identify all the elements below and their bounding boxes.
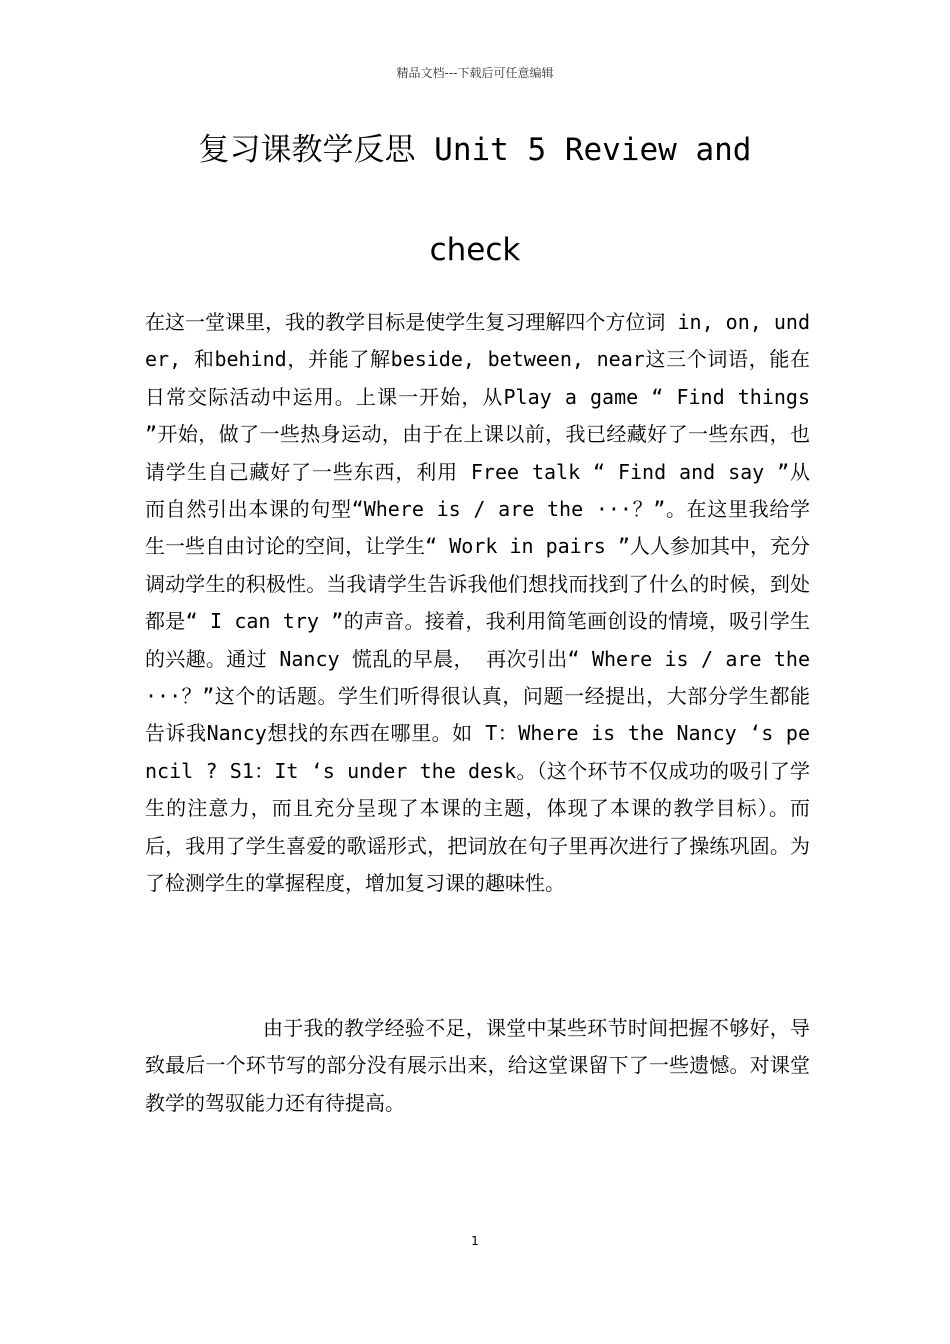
body-paragraph-1: 在这一堂课里，我的教学目标是使学生复习理解四个方位词 in, on, under, 和behind，并能了解beside, between, near这三个词语，能在日常交际活动中运用。上课一开始，从Play a game “ Find things ”开始，做了一些热身运动，由于在上课以前，我已经藏好了一些东西，也请学生自己藏好了一些东西，利用 Free talk “ Find and say ”从而自然引出本课的句型“Where is / are the ···？”。在这里我给学生一些自由讨论的空间，让学生“ Work in pairs ”人人参加其中，充分调动学生的积极性。当我请学生告诉我他们想找而找到了什么的时候，到处都是“ I can try ”的声音。接着，我利用简笔画创设的情境，吸引学生的兴趣。通过 Nancy 慌乱的早晨， 再次引出“ Where is / are the ···？”这个的话题。学生们听得很认真，问题一经提出，大部分学生都能告诉我Nancy想找的东西在哪里。如 T：Where is the Nancy ‘s pencil ? S1：It ‘s under the desk。（这个环节不仅成功的吸引了学生的注意力，而且充分呈现了本课的主题，体现了本课的教学目标）。而后，我用了学生喜爱的歌谣形式，把词放在句子里再次进行了操练巩固。为了检测学生的掌握程度，增加复习课的趣味性。 (145, 310, 810, 896)
page-number: 1 (471, 1234, 479, 1248)
document-title-continued: check (429, 232, 521, 268)
document-title: 复习课教学反思 Unit 5 Review and (198, 132, 752, 168)
body-paragraph-2: 由于我的教学经验不足，课堂中某些环节时间把握不够好，导致最后一个环节写的部分没有展示出来，给这堂课留下了一些遗憾。对课堂教学的驾驭能力还有待提高。 (145, 1016, 810, 1115)
page-header: 精品文档---下载后可任意编辑 (396, 66, 554, 80)
